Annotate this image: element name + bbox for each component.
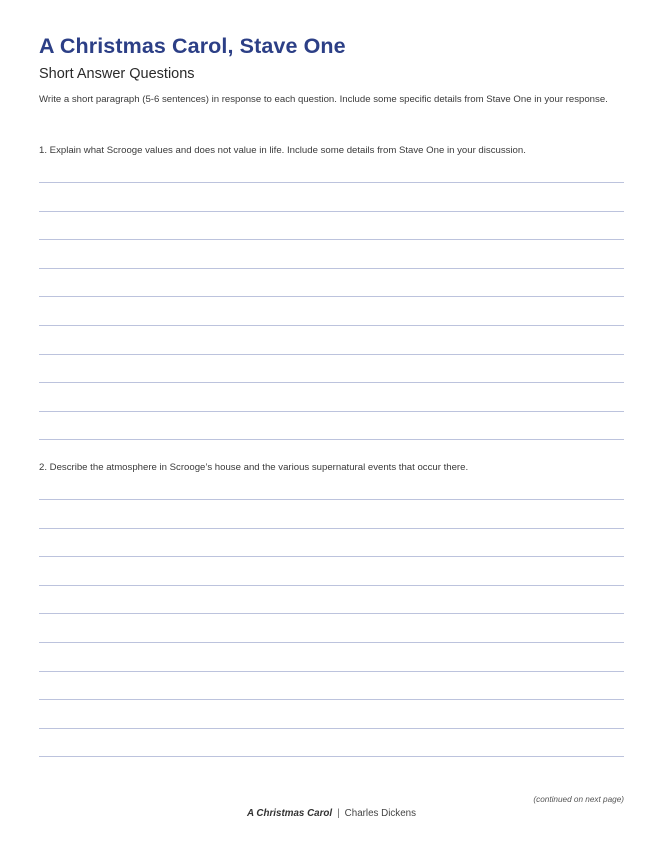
answer-line bbox=[39, 325, 624, 326]
page-title: A Christmas Carol, Stave One bbox=[39, 34, 346, 58]
answer-line bbox=[39, 642, 624, 643]
page-footer bbox=[0, 808, 663, 819]
answer-line bbox=[39, 296, 624, 297]
answer-line bbox=[39, 382, 624, 383]
answer-line bbox=[39, 239, 624, 240]
question-1-text: 1. Explain what Scrooge values and does not value in life. Include some details from Stave One in your discussion. bbox=[39, 145, 526, 156]
answer-line bbox=[39, 411, 624, 412]
answer-line bbox=[39, 268, 624, 269]
footer-book-title: A Christmas Carol bbox=[247, 808, 333, 819]
question-2-text: 2. Describe the atmosphere in Scrooge’s house and the various supernatural events that occur there. bbox=[39, 462, 469, 473]
answer-line bbox=[39, 585, 624, 586]
answer-line bbox=[39, 182, 624, 183]
answer-line bbox=[39, 439, 624, 440]
answer-line bbox=[39, 211, 624, 212]
continued-note: (continued on next page) bbox=[533, 795, 624, 804]
answer-line bbox=[39, 556, 624, 557]
answer-line bbox=[39, 671, 624, 672]
page-subtitle: Short Answer Questions bbox=[39, 66, 195, 82]
answer-line bbox=[39, 613, 624, 614]
footer-author: Charles Dickens bbox=[344, 808, 416, 819]
answer-line bbox=[39, 756, 624, 757]
instructions-text: Write a short paragraph (5-6 sentences) in response to each question. Include some specific details from Stave One in your response. bbox=[39, 94, 608, 105]
answer-line bbox=[39, 728, 624, 729]
answer-line bbox=[39, 354, 624, 355]
answer-line bbox=[39, 528, 624, 529]
answer-line bbox=[39, 499, 624, 500]
footer-separator: | bbox=[337, 808, 340, 819]
answer-line bbox=[39, 699, 624, 700]
